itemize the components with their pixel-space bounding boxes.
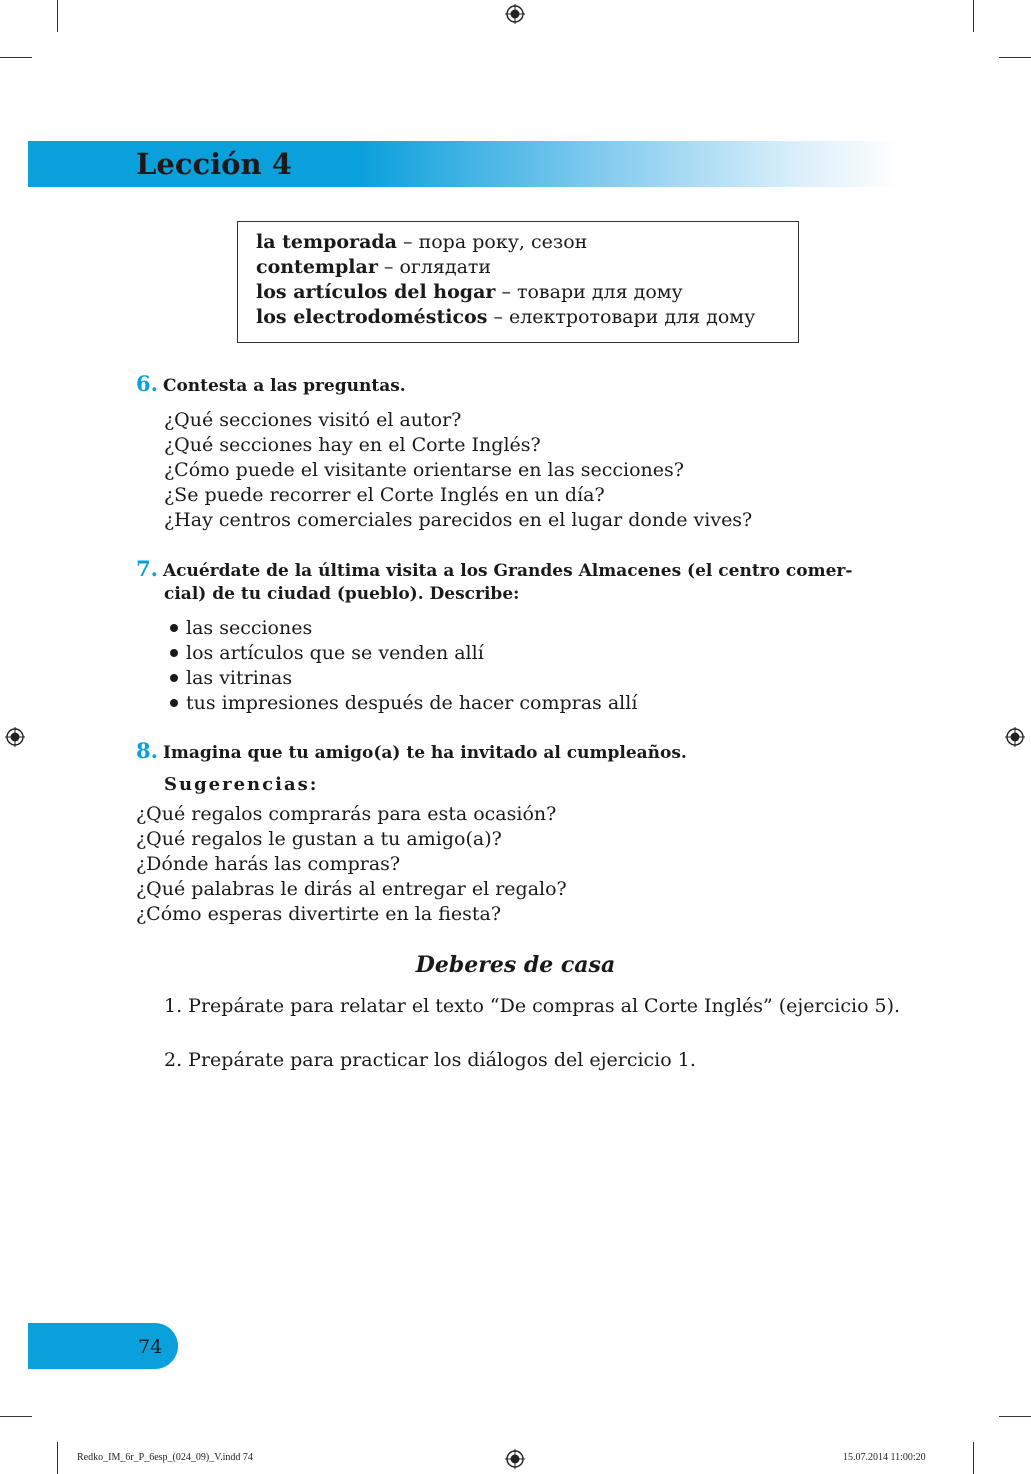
vocabulary-translation: – пора року, сезон bbox=[397, 231, 588, 253]
exercise-8-questions bbox=[136, 802, 567, 927]
exercise-7-bullets bbox=[170, 616, 637, 716]
bullet-icon bbox=[170, 624, 178, 632]
vocabulary-term: los electrodomésticos bbox=[256, 306, 488, 328]
question-line: ¿Qué regalos comprarás para esta ocasión? bbox=[136, 803, 557, 825]
question-line: ¿Cómo esperas divertirte en la fiesta? bbox=[136, 903, 502, 925]
bullet-icon bbox=[170, 674, 178, 682]
vocabulary-entry bbox=[256, 255, 798, 280]
exercise-number: 6. bbox=[136, 371, 158, 396]
question-line: ¿Qué secciones visitó el autor? bbox=[164, 409, 462, 431]
crop-mark bbox=[973, 1442, 974, 1474]
homework-title: Deberes de casa bbox=[415, 952, 616, 978]
exercise-instruction-continued: cial) de tu ciudad (pueblo). Describe: bbox=[164, 584, 520, 604]
crop-mark bbox=[0, 57, 32, 58]
bullet-icon bbox=[170, 699, 178, 707]
crop-mark bbox=[0, 1416, 32, 1417]
question-line: ¿Qué regalos le gustan a tu amigo(a)? bbox=[136, 828, 502, 850]
footer-timestamp: 15.07.2014 11:00:20 bbox=[843, 1452, 926, 1463]
crop-mark bbox=[57, 0, 58, 32]
homework-item: 2. Prepárate para practicar los diálogos del ejercicio 1. bbox=[164, 1049, 696, 1071]
crop-mark bbox=[999, 1416, 1031, 1417]
exercise-6-heading bbox=[136, 372, 406, 398]
exercise-instruction: Imagina que tu amigo(a) te ha invitado al cumpleaños. bbox=[162, 743, 687, 763]
list-item-text: tus impresiones después de hacer compras allí bbox=[186, 692, 638, 714]
vocabulary-entry bbox=[256, 230, 798, 255]
list-item-text: los artículos que se venden allí bbox=[186, 642, 484, 664]
list-item bbox=[170, 666, 637, 691]
vocabulary-entry bbox=[256, 305, 798, 330]
exercise-instruction: Contesta a las preguntas. bbox=[162, 376, 406, 396]
vocabulary-translation: – електротовари для дому bbox=[487, 306, 756, 328]
registration-mark-icon bbox=[505, 4, 525, 24]
page-number: 74 bbox=[138, 1336, 163, 1358]
crop-mark bbox=[57, 1442, 58, 1474]
registration-mark-icon bbox=[1005, 727, 1025, 747]
exercise-8-heading bbox=[136, 739, 687, 765]
vocabulary-term: la temporada bbox=[256, 231, 397, 253]
vocabulary-translation: – оглядати bbox=[377, 256, 492, 278]
exercise-number: 8. bbox=[136, 738, 158, 763]
crop-mark bbox=[999, 57, 1031, 58]
bullet-icon bbox=[170, 649, 178, 657]
suggestions-label: Sugerencias: bbox=[164, 774, 319, 795]
vocabulary-box bbox=[237, 221, 799, 343]
registration-mark-icon bbox=[505, 1449, 525, 1469]
question-line: ¿Qué palabras le dirás al entregar el regalo? bbox=[136, 878, 567, 900]
question-line: ¿Se puede recorrer el Corte Inglés en un día? bbox=[164, 484, 605, 506]
question-line: ¿Dónde harás las compras? bbox=[136, 853, 401, 875]
homework-item: 1. Prepárate para relatar el texto “De compras al Corte Inglés” (ejercicio 5). bbox=[164, 995, 901, 1017]
lesson-title: Lección 4 bbox=[136, 147, 292, 181]
footer-file-name: Redko_IM_6r_P_6esp_(024_09)_V.indd 74 bbox=[77, 1452, 253, 1463]
question-line: ¿Qué secciones hay en el Corte Inglés? bbox=[164, 434, 541, 456]
exercise-6-questions bbox=[164, 408, 752, 533]
vocabulary-translation: – товари для дому bbox=[495, 281, 683, 303]
question-line: ¿Hay centros comerciales parecidos en el lugar donde vives? bbox=[164, 509, 753, 531]
vocabulary-term: los artículos del hogar bbox=[256, 281, 496, 303]
registration-mark-icon bbox=[5, 727, 25, 747]
question-line: ¿Cómo puede el visitante orientarse en las secciones? bbox=[164, 459, 684, 481]
list-item-text: las vitrinas bbox=[186, 667, 293, 689]
vocabulary-term: contemplar bbox=[256, 256, 378, 278]
crop-mark bbox=[973, 0, 974, 32]
exercise-number: 7. bbox=[136, 556, 158, 581]
list-item-text: las secciones bbox=[186, 617, 313, 639]
exercise-7-heading bbox=[136, 557, 852, 606]
list-item bbox=[170, 691, 637, 716]
list-item bbox=[170, 641, 637, 666]
exercise-instruction: Acuérdate de la última visita a los Grandes Almacenes (el centro comer- bbox=[162, 561, 853, 581]
vocabulary-entry bbox=[256, 280, 798, 305]
list-item bbox=[170, 616, 637, 641]
